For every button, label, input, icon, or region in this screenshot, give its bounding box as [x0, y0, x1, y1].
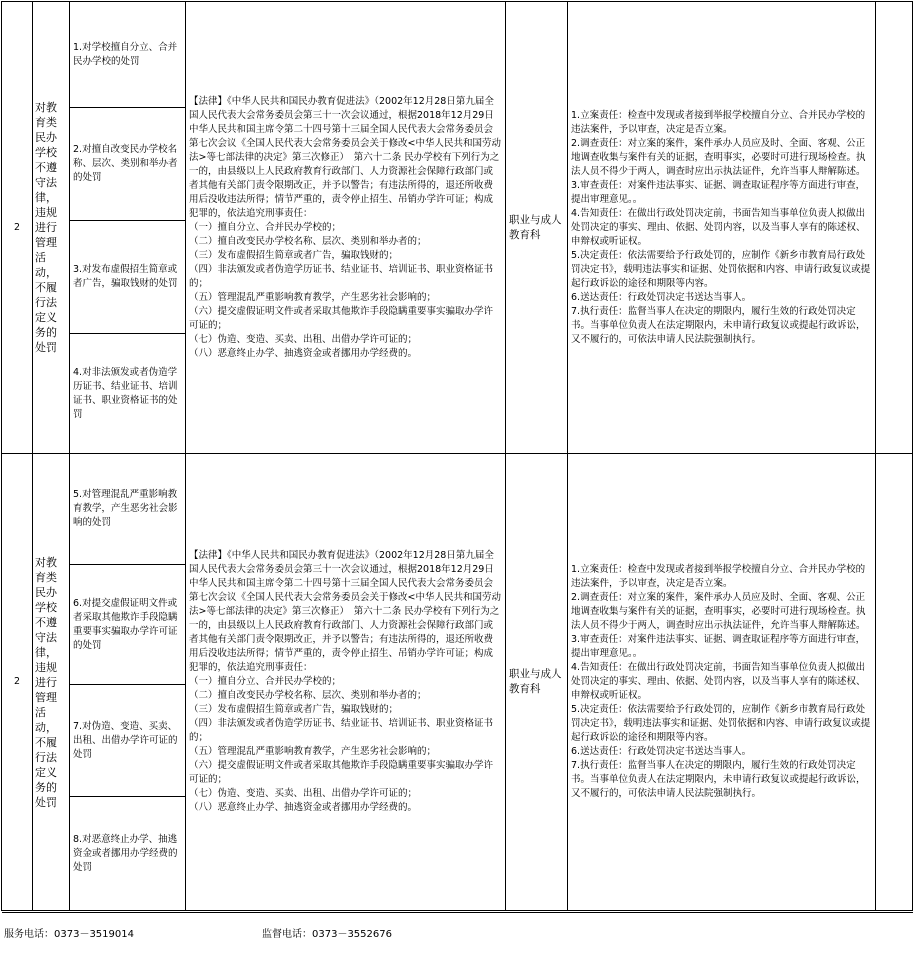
resp-line: 6.送达责任：行政处罚决定书送达当事人。 [571, 746, 752, 757]
supervise-phone: 监督电话：0373－3552676 [262, 929, 392, 940]
item-name: 对教育类民办学校不遵守法律，违规进行管理活动，不履行法定义务的处罚 [33, 454, 70, 911]
resp-line: 4.告知责任：在做出行政处罚决定前，书面告知当事单位负责人拟做出处罚决定的事实、理由、依据、处罚内容，以及当事人享有的陈述权、申辩权或听证权。 [571, 207, 866, 247]
department: 职业与成人教育科 [506, 2, 568, 454]
law-line: （一）擅自分立、合并民办学校的； [189, 676, 342, 687]
service-phone: 服务电话：0373－3519014 [4, 929, 134, 940]
sub-item: 7.对伪造、变造、买卖、出租、出借办学许可证的处罚 [70, 685, 186, 797]
row-number: 2 [2, 2, 33, 454]
law-line: （六）提交虚假证明文件或者采取其他欺诈手段隐瞒重要事实骗取办学许可证的； [189, 760, 494, 785]
responsibility [568, 2, 876, 454]
resp-line: 7.执行责任：监督当事人在决定的期限内，履行生效的行政处罚决定书。当事单位负责人在法定期限内，未申请行政复议或提起行政诉讼，又不履行的，可依法申请人民法院强制执行。 [571, 305, 866, 345]
law-line: （五）管理混乱严重影响教育教学，产生恶劣社会影响的； [189, 746, 437, 757]
law-line: 【法律】《中华人民共和国民办教育促进法》（2002年12月28日第九届全国人民代表大会常务委员会第三十一次会议通过，根据2018年12月29日中华人民共和国主席令第二十四号第十三届全国人民代表大会常务委员会第七次会议《全国人民代表大会常务委员会关于修改<中华人民共和国劳动法>等七部法律的决定》第三次修正） 第六十二条 民办学校有下列行为之一的，由县级以上人民政府教育行政部门、人力资源社会保障行政部门或者其他有关部门责令限期改正，并予以警告；有违法所得的，退还所收费用后没收违法所得；情节严重的，责令停止招生、吊销办学许可证；构成犯罪的，依法追究刑事责任： [189, 550, 501, 673]
law-line: （四）非法颁发或者伪造学历证书、结业证书、培训证书、职业资格证书的； [189, 718, 494, 743]
remarks-cell [876, 2, 913, 454]
resp-line: 2.调查责任：对立案的案件，案件承办人员应及时、全面、客观、公正地调查收集与案件有关的证据，查明事实，必要时可进行现场检查。执法人员不得少于两人，调查时应出示执法证件，允许当事人辩解陈述。 [571, 592, 866, 631]
resp-line: 2.调查责任：对立案的案件，案件承办人员应及时、全面、客观、公正地调查收集与案件有关的证据，查明事实，必要时可进行现场检查。执法人员不得少于两人，调查时应出示执法证件，允许当事人辩解陈述。 [571, 137, 866, 177]
legal-basis [186, 454, 506, 911]
law-line: （八）恶意终止办学、抽逃资金或者挪用办学经费的。 [189, 347, 418, 359]
law-line: 【法律】《中华人民共和国民办教育促进法》（2002年12月28日第九届全国人民代表大会常务委员会第三十一次会议通过，根据2018年12月29日中华人民共和国主席令第二十四号第十三届全国人民代表大会常务委员会第七次会议《全国人民代表大会常务委员会关于修改<中华人民共和国劳动法>等七部法律的决定》第三次修正） 第六十二条 民办学校有下列行为之一的，由县级以上人民政府教育行政部门、人力资源社会保障行政部门或者其他有关部门责令限期改正，并予以警告；有违法所得的，退还所收费用后没收违法所得；情节严重的，责令停止招生、吊销办学许可证；构成犯罪的，依法追究刑事责任： [189, 95, 501, 219]
item-name: 对教育类民办学校不遵守法律，违规进行管理活动，不履行法定义务的处罚 [33, 2, 70, 454]
remarks-cell [876, 454, 913, 911]
sub-item: 8.对恶意终止办学、抽逃资金或者挪用办学经费的处罚 [70, 797, 186, 911]
legal-basis [186, 2, 506, 454]
sub-item: 2.对擅自改变民办学校名称、层次、类别和举办者的处罚 [70, 108, 186, 221]
sub-item: 6.对提交虚假证明文件或者采取其他欺诈手段隐瞒重要事实骗取办学许可证的处罚 [70, 565, 186, 685]
responsibility [568, 454, 876, 911]
law-line: （三）发布虚假招生简章或者广告，骗取钱财的； [189, 249, 399, 261]
law-line: （七）伪造、变造、买卖、出租、出借办学许可证的； [189, 788, 418, 799]
law-line: （三）发布虚假招生简章或者广告，骗取钱财的； [189, 704, 399, 715]
law-line: （一）擅自分立、合并民办学校的； [189, 221, 342, 233]
footer [2, 912, 913, 951]
law-line: （八）恶意终止办学、抽逃资金或者挪用办学经费的。 [189, 802, 418, 813]
row-number: 2 [2, 454, 33, 911]
sub-item: 4.对非法颁发或者伪造学历证书、结业证书、培训证书、职业资格证书的处罚 [70, 334, 186, 454]
law-line: （四）非法颁发或者伪造学历证书、结业证书、培训证书、职业资格证书的； [189, 263, 494, 289]
sub-item: 1.对学校擅自分立、合并民办学校的处罚 [70, 2, 186, 108]
law-line: （二）擅自改变民办学校名称、层次、类别和举办者的； [189, 690, 427, 701]
law-line: （五）管理混乱严重影响教育教学，产生恶劣社会影响的； [189, 291, 437, 303]
resp-line: 5.决定责任：依法需要给予行政处罚的，应制作《新乡市教育局行政处罚决定书》，载明违法事实和证据、处罚依据和内容、申请行政复议或提起行政诉讼的途径和期限等内容。 [571, 704, 871, 743]
resp-line: 1.立案责任：检查中发现或者接到举报学校擅自分立、合并民办学校的违法案件，予以审查，决定是否立案。 [571, 109, 866, 135]
resp-line: 1.立案责任：检查中发现或者接到举报学校擅自分立、合并民办学校的违法案件，予以审查，决定是否立案。 [571, 564, 866, 589]
power-list-table [1, 1, 913, 911]
resp-line: 5.决定责任：依法需要给予行政处罚的，应制作《新乡市教育局行政处罚决定书》，载明违法事实和证据、处罚依据和内容、申请行政复议或提起行政诉讼的途径和期限等内容。 [571, 249, 871, 289]
resp-line: 6.送达责任：行政处罚决定书送达当事人。 [571, 291, 752, 303]
sub-item: 5.对管理混乱严重影响教育教学，产生恶劣社会影响的处罚 [70, 454, 186, 565]
resp-line: 3.审查责任：对案件违法事实、证据、调查取证程序等方面进行审查，提出审理意见。。 [571, 179, 866, 205]
sub-item: 3.对发布虚假招生简章或者广告，骗取钱财的处罚 [70, 221, 186, 334]
resp-line: 3.审查责任：对案件违法事实、证据、调查取证程序等方面进行审查，提出审理意见。。 [571, 634, 866, 659]
law-line: （六）提交虚假证明文件或者采取其他欺诈手段隐瞒重要事实骗取办学许可证的； [189, 305, 494, 331]
resp-line: 7.执行责任：监督当事人在决定的期限内，履行生效的行政处罚决定书。当事单位负责人在法定期限内，未申请行政复议或提起行政诉讼，又不履行的，可依法申请人民法院强制执行。 [571, 760, 866, 799]
department: 职业与成人教育科 [506, 454, 568, 911]
law-line: （二）擅自改变民办学校名称、层次、类别和举办者的； [189, 235, 427, 247]
resp-line: 4.告知责任：在做出行政处罚决定前，书面告知当事单位负责人拟做出处罚决定的事实、理由、依据、处罚内容，以及当事人享有的陈述权、申辩权或听证权。 [571, 662, 866, 701]
law-line: （七）伪造、变造、买卖、出租、出借办学许可证的； [189, 333, 418, 345]
